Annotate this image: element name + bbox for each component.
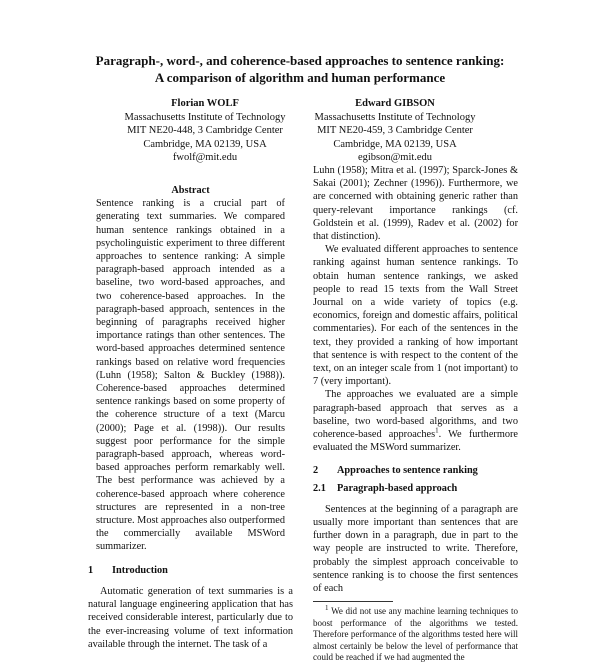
author-email[interactable]: fwolf@mit.edu — [172, 152, 238, 163]
section-number: 2.1 — [313, 482, 326, 494]
left-column — [88, 184, 293, 651]
intro-paragraph-2: We evaluated different approaches to sentence ranking against human sentence rankings. To obtain human sentence rankings, we asked people to read 15 texts from the Wall Street Journal on a wide variety of topics (e.g. economics, foreign and domestic affairs, political commentaries). For each of the sentences in the text, they provided a ranking of how important that sentence is with respect to the content of the text, on an integer scale from 1 (not important) to 7 (very important). — [313, 244, 518, 388]
section-2-1-heading — [313, 482, 518, 495]
section-number: 1 — [88, 564, 94, 576]
section-2-1-text: Sentences at the beginning of a paragraph are usually more important than sentences that are further down in a paragraph, due in part to the way people are instructed to write. Therefore, probably the simplest approach conceivable to sentence ranking is to choose the first sentences of each — [313, 503, 518, 595]
section-1-heading — [88, 564, 293, 577]
footnote-text: We did not use any machine learning techniques to boost performance of the algorithms we tested. Therefore performance of the algorithms tested here will almost certainly be below the level of performance that could be reached if we had augmented the — [313, 606, 518, 663]
title-line-1: Paragraph-, word-, and coherence-based approaches to sentence ranking: — [95, 53, 505, 68]
paragraph-text: The approaches we evaluated are a simple paragraph-based approach that serves as a baseline, two word-based algorithms, and two coherence-based approaches — [313, 389, 518, 441]
section-number: 2 — [313, 465, 319, 477]
author-name: Edward GIBSON — [355, 98, 435, 109]
author-city: Cambridge, MA 02139, USA — [333, 138, 457, 150]
introduction-text: Automatic generation of text summaries is a natural language engineering application that has received considerable interest, particularly due to the ever-increasing volume of text information available through the internet. The task of a — [88, 585, 293, 650]
footnote-number: 1 — [325, 604, 329, 613]
author-name: Florian WOLF — [171, 98, 239, 109]
author-affiliation: Massachusetts Institute of Technology — [124, 111, 286, 123]
abstract-text: Sentence ranking is a crucial part of generating text summaries. We compared human sentence rankings obtained in a psycholinguistic experiment to three different approaches to sentence ranking: A simple paragraph-based approach intended as a baseline, two word-based approaches, and two coherence-based approaches. In the paragraph-based approach, sentences in the beginning of paragraphs received higher importance ratings than other sentences. The word-based approaches determined sentence rankings based on relative word frequencies (Luhn (1958); Salton & Buckley (1988)). Coherence-based approaches determined sentence rankings based on some property of the coherence structure of a text (Marcu (2000); Page et al. (1998)). Our results suggest poor performance for the simple paragraph-based approach, whereas word-based approaches perform remarkably well. The best performance was achieved by a coherence-based approach where coherence structures are represented in a non-tree structure. Most approaches also outperformed the commercially available MSWord summarizer. — [96, 198, 286, 553]
footnote — [313, 606, 518, 664]
author-affiliation: Massachusetts Institute of Technology — [314, 111, 476, 123]
title-line-2: A comparison of algorithm and human performance — [154, 70, 446, 85]
footnote-marker[interactable]: 1 — [435, 426, 439, 435]
section-title: Approaches to sentence ranking — [337, 465, 478, 477]
author-address: MIT NE20-448, 3 Cambridge Center — [127, 125, 283, 136]
intro-paragraph-3 — [313, 388, 518, 454]
author-address: MIT NE20-459, 3 Cambridge Center — [317, 125, 473, 136]
footnote-divider — [313, 601, 393, 602]
right-column — [313, 164, 518, 664]
author-city: Cambridge, MA 02139, USA — [143, 138, 267, 150]
intro-continued-text: Luhn (1958); Mitra et al. (1997); Sparck-Jones & Sakai (2001); Zechner (1996)). Furthermore, we are concerned with obtaining generic rather than query-relevant importance rankings (cf. Goldstein et al. (1999), Radev et al. (2002) for that distinction). — [313, 165, 518, 243]
abstract-heading: Abstract — [171, 185, 210, 196]
section-2-heading — [313, 464, 518, 477]
section-title: Paragraph-based approach — [337, 482, 458, 494]
author-email[interactable]: egibson@mit.edu — [357, 152, 433, 163]
paragraph-text-end: . We furthermore evaluated the MSWord summarizer. — [313, 429, 518, 454]
author-block-2 — [300, 97, 490, 165]
paper-title — [60, 52, 540, 86]
author-block-1 — [110, 97, 300, 165]
section-title: Introduction — [112, 564, 168, 576]
